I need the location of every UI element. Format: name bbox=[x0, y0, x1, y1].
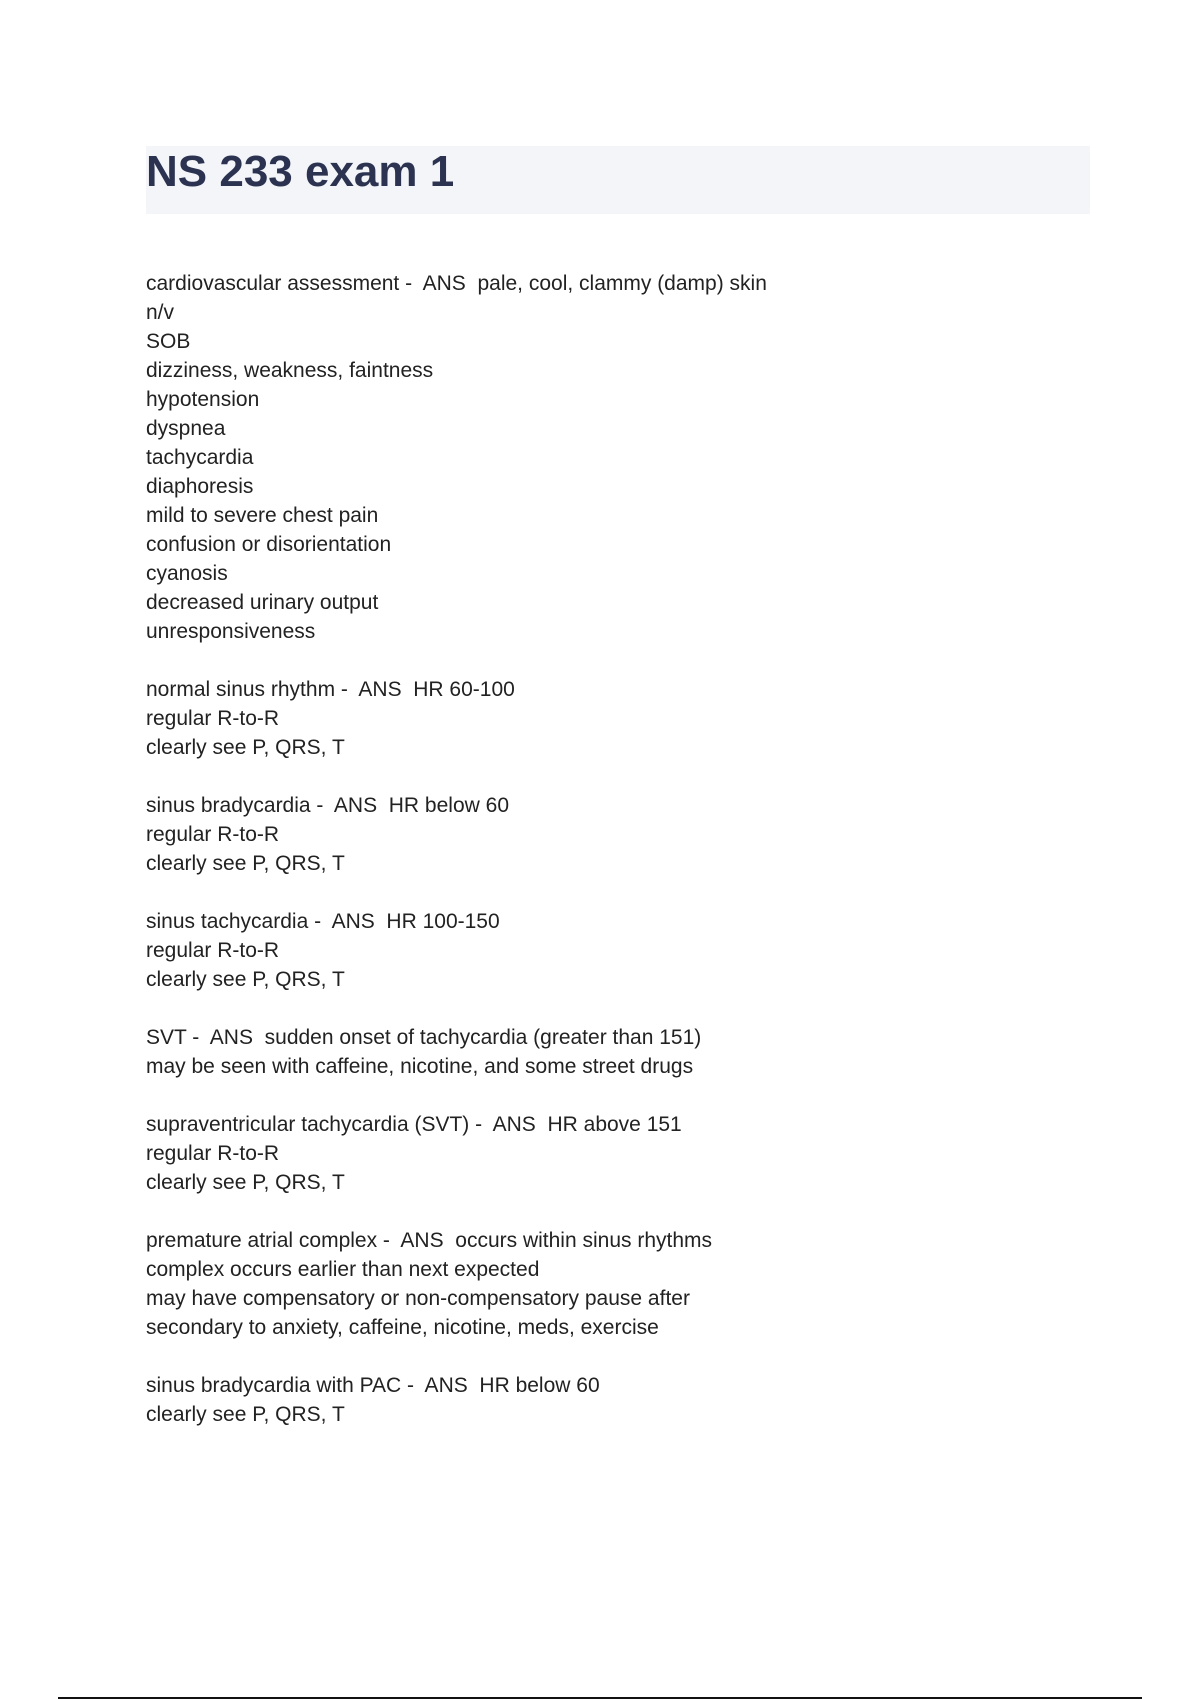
entry-line: regular R-to-R bbox=[146, 1142, 280, 1165]
entry-line: normal sinus rhythm - ANS HR 60-100 bbox=[146, 678, 515, 701]
entry-line: may have compensatory or non-compensatory pause after bbox=[146, 1287, 690, 1310]
entry-svt bbox=[146, 1023, 1090, 1081]
entry-line: clearly see P, QRS, T bbox=[146, 736, 345, 759]
entry-line: diaphoresis bbox=[146, 475, 254, 498]
entry-line: mild to severe chest pain bbox=[146, 504, 379, 527]
entry-line: supraventricular tachycardia (SVT) - ANS HR above 151 bbox=[146, 1113, 682, 1136]
entry-line: clearly see P, QRS, T bbox=[146, 1403, 345, 1426]
entry-line: hypotension bbox=[146, 388, 260, 411]
entry-line: confusion or disorientation bbox=[146, 533, 392, 556]
entry-premature-atrial-complex bbox=[146, 1226, 1090, 1342]
entry-line: sinus tachycardia - ANS HR 100-150 bbox=[146, 910, 500, 933]
entry-line: SVT - ANS sudden onset of tachycardia (greater than 151) bbox=[146, 1026, 702, 1049]
entry-sinus-tachycardia bbox=[146, 907, 1090, 994]
entry-line: dyspnea bbox=[146, 417, 226, 440]
entry-supraventricular-tachycardia bbox=[146, 1110, 1090, 1197]
entry-line: unresponsiveness bbox=[146, 620, 316, 643]
entry-line: regular R-to-R bbox=[146, 939, 280, 962]
page-title: NS 233 exam 1 bbox=[146, 147, 455, 196]
entry-line: sinus bradycardia with PAC - ANS HR below 60 bbox=[146, 1374, 600, 1397]
document-body bbox=[146, 269, 1090, 1458]
entry-line: cyanosis bbox=[146, 562, 228, 585]
entry-line: SOB bbox=[146, 330, 191, 353]
entry-normal-sinus-rhythm bbox=[146, 675, 1090, 762]
entry-line: clearly see P, QRS, T bbox=[146, 968, 345, 991]
entry-line: clearly see P, QRS, T bbox=[146, 1171, 345, 1194]
entry-cardiovascular-assessment bbox=[146, 269, 1090, 646]
entry-line: decreased urinary output bbox=[146, 591, 379, 614]
entry-line: n/v bbox=[146, 301, 175, 324]
entry-line: secondary to anxiety, caffeine, nicotine, meds, exercise bbox=[146, 1316, 659, 1339]
entry-line: sinus bradycardia - ANS HR below 60 bbox=[146, 794, 509, 817]
footer-divider bbox=[58, 1697, 1142, 1699]
entry-line: complex occurs earlier than next expected bbox=[146, 1258, 540, 1281]
entry-line: regular R-to-R bbox=[146, 823, 280, 846]
entry-line: tachycardia bbox=[146, 446, 254, 469]
entry-line: clearly see P, QRS, T bbox=[146, 852, 345, 875]
entry-line: may be seen with caffeine, nicotine, and some street drugs bbox=[146, 1055, 694, 1078]
entry-sinus-bradycardia-with-pac bbox=[146, 1371, 1090, 1429]
entry-line: regular R-to-R bbox=[146, 707, 280, 730]
entry-line: premature atrial complex - ANS occurs within sinus rhythms bbox=[146, 1229, 713, 1252]
entry-sinus-bradycardia bbox=[146, 791, 1090, 878]
entry-line: cardiovascular assessment - ANS pale, cool, clammy (damp) skin bbox=[146, 272, 767, 295]
entry-line: dizziness, weakness, faintness bbox=[146, 359, 434, 382]
